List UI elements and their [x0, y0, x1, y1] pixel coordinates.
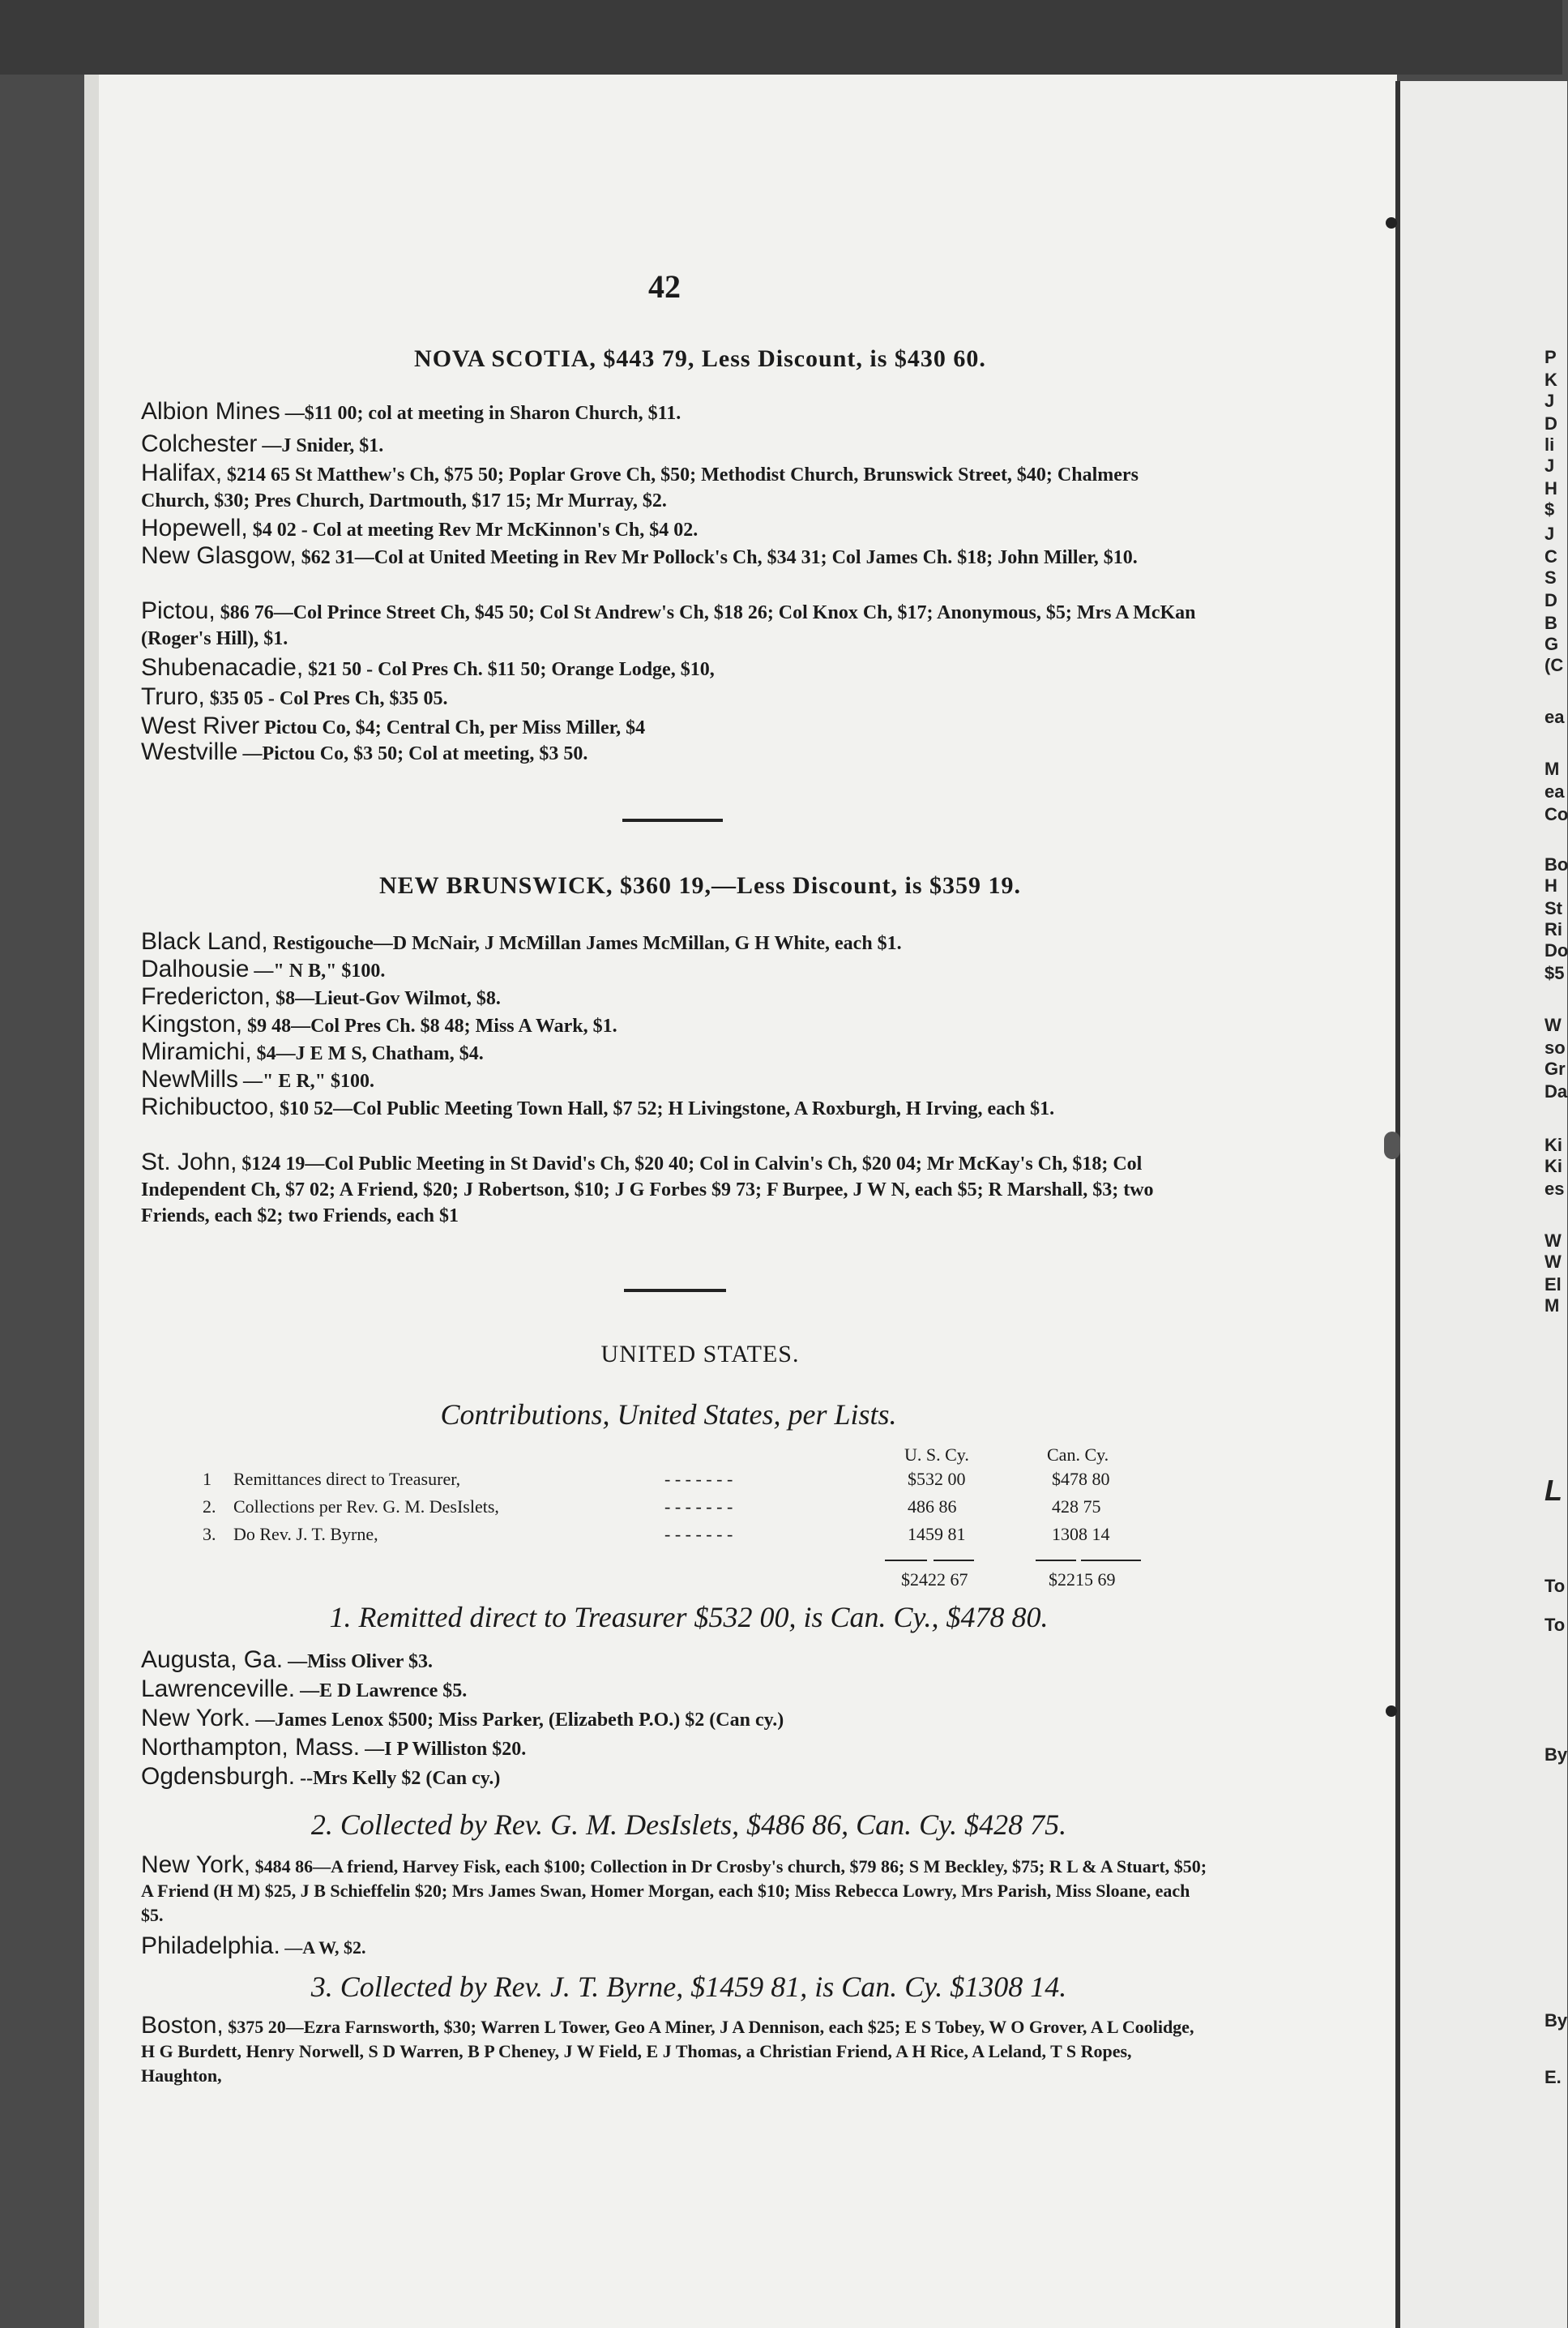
entry-text: $4 02 - Col at meeting Rev Mr McKinnon's Ch, $4 02. — [247, 520, 699, 541]
entry-text: $8—Lieut-Gov Wilmot, $8. — [271, 988, 501, 1009]
place-name: Northampton, Mass. — [141, 1734, 361, 1761]
entry-text: Pictou Co, $4; Central Ch, per Miss Miller, $4 — [259, 717, 646, 738]
list-item — [141, 1764, 1211, 1791]
cropped-text: C — [1545, 546, 1557, 567]
entry-text: $35 05 - Col Pres Ch, $35 05. — [204, 688, 448, 709]
list-item — [141, 1934, 1211, 1960]
table-total-row — [0, 1569, 1216, 1594]
list-item — [141, 1149, 1211, 1229]
column-can-currency: Can. Cy. — [1047, 1444, 1109, 1465]
entry-text: $124 19—Col Public Meeting in St David's Ch, $20 40; Col in Calvin's Ch, $20 04; Mr McKay's Ch, $18; Col Independent Ch, $7 02; A Friend, $20; J Robertson, $10; J G Forbes $9 73; F Burpee, J W N, each $5; R Marshall, $3; two Friends, each $2; two Friends, each $1 — [141, 1153, 1154, 1226]
entry-text: $484 86—A friend, Harvey Fisk, each $100; Collection in Dr Crosby's church, $79 86; S M Beckley, $75; R L & A Stuart, $50; A Friend (H M) $25, J B Schieffelin $20; Mrs James Swan, Homer Morgan, each $10; Miss Rebecca Lowry, Mrs Parish, Miss Sloane, each $5. — [141, 1856, 1207, 1925]
place-name: NewMills — [141, 1066, 238, 1093]
cropped-text: To — [1545, 1615, 1566, 1635]
entry-text: —$11 00; col at meeting in Sharon Church, $11. — [280, 403, 681, 424]
dot-leader: - - - - - - - — [664, 1524, 733, 1544]
cropped-text: Co — [1545, 804, 1568, 824]
scanner-background — [0, 0, 1562, 75]
list-item — [141, 399, 1211, 426]
cropped-text: K — [1545, 370, 1557, 390]
cropped-text: Ki — [1545, 1135, 1562, 1155]
cropped-text: W — [1545, 1230, 1562, 1251]
place-name: Black Land, — [141, 928, 268, 955]
cropped-text: Bo — [1545, 854, 1568, 875]
cropped-text: Ri — [1545, 919, 1562, 939]
place-name: Colchester — [141, 430, 258, 457]
entry-text: —E D Lawrence $5. — [295, 1680, 468, 1701]
entry-text: —J Snider, $1. — [257, 435, 384, 456]
cropped-text: ea — [1545, 707, 1565, 727]
cropped-text: To — [1545, 1576, 1566, 1596]
cropped-text: J — [1545, 456, 1555, 476]
entry-text: —Pictou Co, $3 50; Col at meeting, $3 50. — [237, 743, 588, 764]
row-label: Do Rev. J. T. Byrne, — [233, 1524, 378, 1544]
table-row — [0, 1524, 1216, 1548]
binding-mark — [1386, 1705, 1397, 1717]
cropped-text: es — [1545, 1179, 1565, 1199]
list-item — [141, 2013, 1211, 2088]
list-item — [141, 1067, 1211, 1094]
new-brunswick-heading: NEW BRUNSWICK, $360 19,—Less Discount, is $359 19. — [378, 872, 1022, 899]
section-3-title: 3. Collected by Rev. J. T. Byrne, $1459 81, is Can. Cy. $1308 14. — [310, 1971, 1067, 2003]
place-name: Halifax, — [141, 460, 223, 486]
place-name: Kingston, — [141, 1011, 243, 1038]
entry-text: $86 76—Col Prince Street Ch, $45 50; Col St Andrew's Ch, $18 26; Col Knox Ch, $17; Anonymous, $5; Mrs A McKan (Roger's Hill), $1. — [141, 602, 1196, 649]
place-name: West River — [141, 713, 260, 739]
cropped-text: St — [1545, 898, 1562, 918]
united-states-heading: UNITED STATES. — [600, 1341, 800, 1367]
list-item — [141, 460, 1211, 514]
place-name: Ogdensburgh. — [141, 1763, 296, 1790]
cropped-text: D — [1545, 413, 1557, 434]
place-name: St. John, — [141, 1149, 237, 1175]
total-us: $2422 67 — [901, 1569, 968, 1590]
cropped-text: G — [1545, 634, 1559, 654]
list-item — [141, 1853, 1211, 1928]
list-item — [141, 543, 1211, 571]
place-name: Westville — [141, 738, 238, 765]
list-item — [141, 1039, 1211, 1067]
section-divider — [622, 819, 723, 822]
row-label: Remittances direct to Treasurer, — [233, 1469, 461, 1489]
entry-text: $9 48—Col Pres Ch. $8 48; Miss A Wark, $1. — [242, 1016, 617, 1037]
cropped-text: L — [1545, 1474, 1562, 1507]
place-name: Pictou, — [141, 597, 216, 624]
cropped-text: M — [1545, 1295, 1560, 1316]
list-item — [141, 739, 1211, 767]
cropped-text: $ — [1545, 499, 1555, 520]
cropped-text: J — [1545, 524, 1555, 544]
us-amount: 1459 81 — [908, 1524, 966, 1544]
entry-text: —" E R," $100. — [238, 1071, 374, 1092]
entry-text: —I P Williston $20. — [360, 1739, 527, 1760]
list-item — [141, 1705, 1211, 1733]
place-name: Shubenacadie, — [141, 654, 304, 681]
place-name: New Glasgow, — [141, 542, 297, 569]
adjacent-page — [1395, 81, 1567, 2328]
contributions-subheading: Contributions, United States, per Lists. — [440, 1398, 897, 1431]
cropped-text: J — [1545, 391, 1555, 411]
us-amount: $532 00 — [908, 1469, 966, 1489]
entry-text: Restigouche—D McNair, J McMillan James McMillan, G H White, each $1. — [267, 933, 902, 954]
entry-text: —Miss Oliver $3. — [283, 1651, 433, 1672]
cropped-text: H — [1545, 478, 1557, 499]
cropped-text: H — [1545, 875, 1557, 896]
cropped-text: Ki — [1545, 1156, 1562, 1176]
place-name: Fredericton, — [141, 983, 271, 1010]
cropped-text: Do — [1545, 940, 1568, 961]
list-item — [141, 929, 1211, 956]
entry-text: $4—J E M S, Chatham, $4. — [251, 1043, 484, 1064]
table-header — [0, 1444, 1216, 1469]
entry-text: --Mrs Kelly $2 (Can cy.) — [295, 1768, 501, 1789]
can-amount: $478 80 — [1052, 1469, 1110, 1489]
entry-text: $10 52—Col Public Meeting Town Hall, $7 52; H Livingstone, A Roxburgh, H Irving, each $1. — [275, 1098, 1055, 1119]
cropped-text: M — [1545, 759, 1560, 779]
row-number: 3. — [203, 1524, 216, 1544]
cropped-text: Da — [1545, 1081, 1568, 1102]
place-name: Hopewell, — [141, 515, 248, 541]
place-name: New York. — [141, 1705, 251, 1731]
place-name: Dalhousie — [141, 956, 250, 982]
binding-mark — [1386, 217, 1397, 229]
place-name: New York, — [141, 1851, 251, 1878]
can-amount: 1308 14 — [1052, 1524, 1110, 1544]
cropped-text: so — [1545, 1038, 1566, 1058]
total-rule — [1036, 1560, 1076, 1561]
row-number: 2. — [203, 1496, 216, 1517]
place-name: Lawrenceville. — [141, 1675, 296, 1702]
cropped-text: D — [1545, 590, 1557, 610]
entry-text: —" N B," $100. — [249, 961, 386, 982]
column-us-currency: U. S. Cy. — [904, 1444, 969, 1465]
section-2-title: 2. Collected by Rev. G. M. DesIslets, $486 86, Can. Cy. $428 75. — [310, 1808, 1067, 1841]
cropped-text: S — [1545, 567, 1557, 588]
cropped-text: W — [1545, 1252, 1562, 1272]
total-rule — [885, 1560, 927, 1561]
us-amount: 486 86 — [908, 1496, 957, 1517]
place-name: Truro, — [141, 683, 205, 710]
binding-mark — [1384, 1132, 1400, 1159]
place-name: Richibuctoo, — [141, 1093, 276, 1120]
list-item — [141, 1012, 1211, 1039]
table-row — [0, 1469, 1216, 1493]
cropped-text: li — [1545, 434, 1555, 455]
list-item — [141, 598, 1211, 652]
entry-text: $214 65 St Matthew's Ch, $75 50; Poplar Grove Ch, $50; Methodist Church, Brunswick Street, $40; Chalmers Church, $30; Pres Church, Dartmouth, $17 15; Mr Murray, $2. — [141, 464, 1139, 511]
place-name: Albion Mines — [141, 398, 280, 425]
list-item — [141, 684, 1211, 712]
entry-text: $375 20—Ezra Farnsworth, $30; Warren L Tower, Geo A Miner, J A Dennison, each $25; E S Tobey, W O Grover, A L Coolidge, H G Burdett, Henry Norwell, S D Warren, B P Cheney, J W Field, E J Thomas, a Christian Friend, A H Rice, A Leland, T S Ropes, Haughton, — [141, 2017, 1194, 2086]
list-item — [141, 713, 1211, 741]
row-label: Collections per Rev. G. M. DesIslets, — [233, 1496, 499, 1517]
list-item — [141, 1735, 1211, 1762]
dot-leader: - - - - - - - — [664, 1496, 733, 1517]
can-amount: 428 75 — [1052, 1496, 1101, 1517]
entry-text: $21 50 - Col Pres Ch. $11 50; Orange Lodge, $10, — [303, 659, 715, 680]
place-name: Philadelphia. — [141, 1932, 280, 1959]
total-rule — [1081, 1560, 1141, 1561]
cropped-text: Gr — [1545, 1059, 1566, 1079]
table-row — [0, 1496, 1216, 1521]
page-number: 42 — [648, 268, 681, 305]
total-can: $2215 69 — [1049, 1569, 1116, 1590]
cropped-text: B — [1545, 613, 1557, 633]
cropped-text: W — [1545, 1015, 1562, 1035]
cropped-text: (C — [1545, 655, 1564, 675]
list-item — [141, 956, 1211, 984]
entry-text: $62 31—Col at United Meeting in Rev Mr Pollock's Ch, $34 31; Col James Ch. $18; John Miller, $10. — [296, 547, 1138, 568]
list-item — [141, 984, 1211, 1012]
place-name: Boston, — [141, 2012, 224, 2039]
list-item — [141, 1676, 1211, 1704]
list-item — [141, 516, 1211, 543]
dot-leader: - - - - - - - — [664, 1469, 733, 1489]
cropped-text: P — [1545, 347, 1557, 367]
cropped-text: By — [1545, 1744, 1568, 1765]
list-item — [141, 1647, 1211, 1675]
place-name: Miramichi, — [141, 1038, 252, 1065]
place-name: Augusta, Ga. — [141, 1646, 284, 1673]
cropped-text: El — [1545, 1274, 1562, 1295]
row-number: 1 — [203, 1469, 211, 1489]
entry-text: —James Lenox $500; Miss Parker, (Elizabeth P.O.) $2 (Can cy.) — [250, 1710, 784, 1731]
entry-text: —A W, $2. — [280, 1937, 366, 1958]
list-item — [141, 431, 1211, 459]
cropped-text: ea — [1545, 781, 1565, 802]
list-item — [141, 1094, 1211, 1122]
cropped-text: $5 — [1545, 963, 1565, 983]
cropped-text: E. — [1545, 2067, 1562, 2087]
cropped-text: By — [1545, 2010, 1568, 2031]
nova-scotia-heading: NOVA SCOTIA, $443 79, Less Discount, is $430 60. — [414, 345, 986, 372]
section-1-title: 1. Remitted direct to Treasurer $532 00, is Can. Cy., $478 80. — [329, 1601, 1049, 1633]
section-divider — [624, 1289, 726, 1292]
total-rule — [934, 1560, 974, 1561]
list-item — [141, 655, 1211, 683]
